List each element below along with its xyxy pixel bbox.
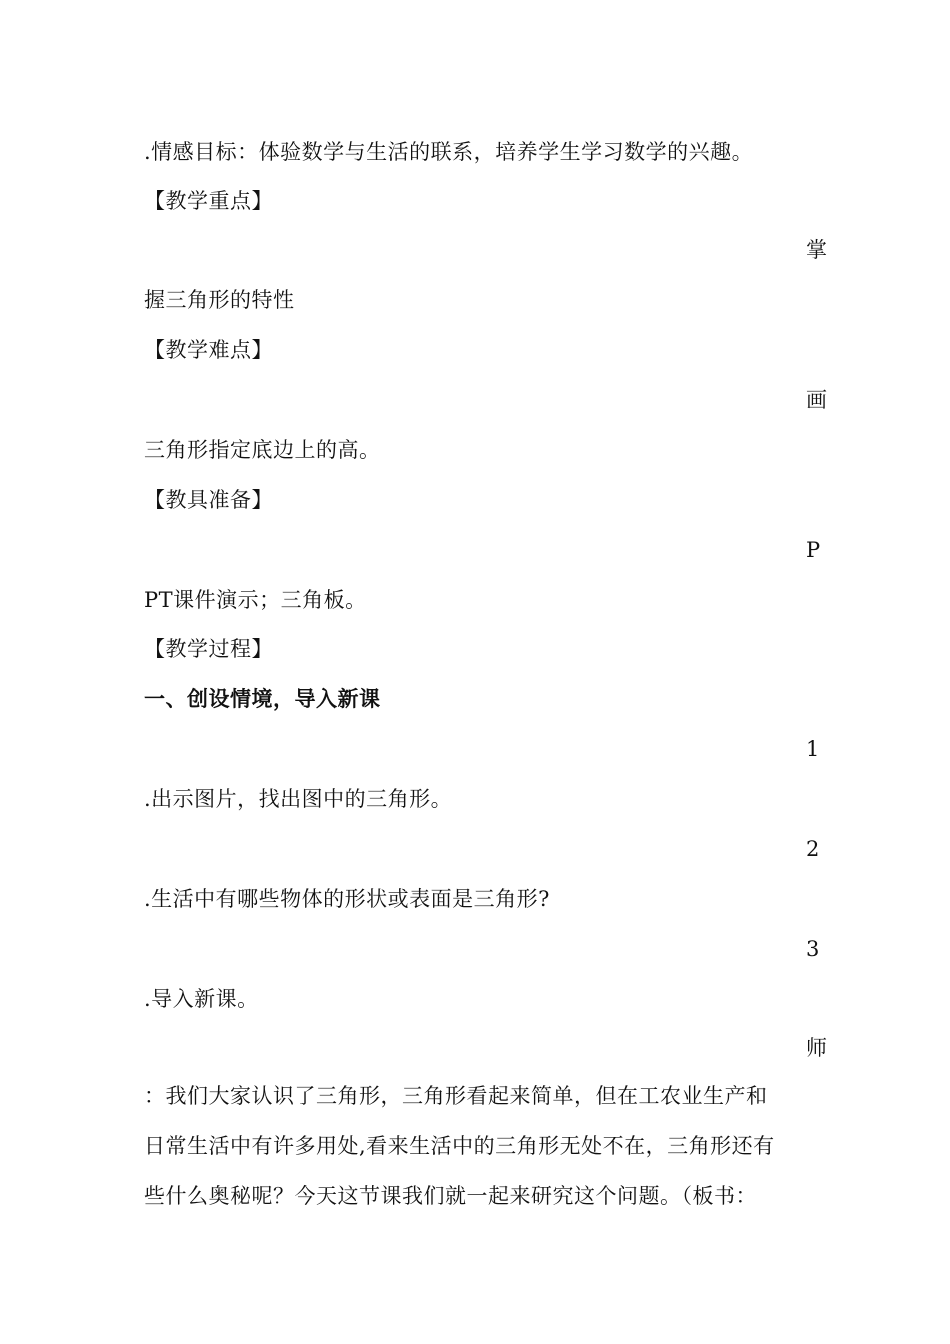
step-3-text: .导入新课。 xyxy=(144,987,259,1011)
step-3-number: 3 xyxy=(806,937,820,961)
teaching-aids-heading: 【教具准备】 xyxy=(144,488,273,512)
section-one-heading: 一、创设情境，导入新课 xyxy=(144,686,381,711)
step-1-text: .出示图片，找出图中的三角形。 xyxy=(144,787,453,811)
step-1-number: 1 xyxy=(806,737,820,761)
teaching-difficulty-text: 三角形指定底边上的高。 xyxy=(144,438,381,462)
teaching-focus-start-char: 掌 xyxy=(806,238,827,262)
teaching-focus-heading: 【教学重点】 xyxy=(144,189,273,213)
teacher-speech-line-3: 些什么奥秘呢？今天这节课我们就一起来研究这个问题。（板书： xyxy=(144,1184,757,1208)
teacher-speech-line-1: ：我们大家认识了三角形，三角形看起来简单，但在工农业生产和 xyxy=(144,1084,768,1108)
step-2-text: .生活中有哪些物体的形状或表面是三角形? xyxy=(144,887,550,911)
teaching-focus-text: 握三角形的特性 xyxy=(144,288,295,312)
emotional-goal-line: .情感目标：体验数学与生活的联系，培养学生学习数学的兴趣。 xyxy=(144,140,754,164)
step-2-number: 2 xyxy=(806,837,820,861)
teaching-process-heading: 【教学过程】 xyxy=(144,637,273,661)
teacher-speaker-char: 师 xyxy=(806,1036,827,1060)
teaching-aids-text: PT课件演示；三角板。 xyxy=(144,588,367,612)
teaching-aids-start-char: P xyxy=(806,538,821,562)
teacher-speech-line-2: 日常生活中有许多用处,看来生活中的三角形无处不在，三角形还有 xyxy=(144,1134,775,1158)
teaching-difficulty-start-char: 画 xyxy=(806,388,827,412)
teaching-difficulty-heading: 【教学难点】 xyxy=(144,338,273,362)
